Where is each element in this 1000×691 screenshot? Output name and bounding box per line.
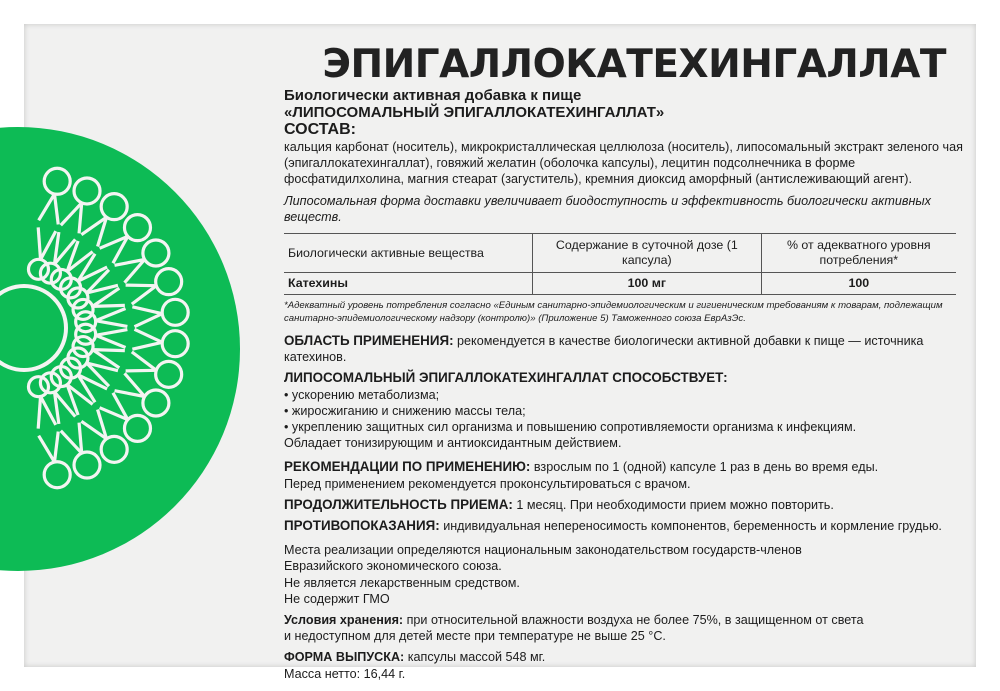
contraindications-label: ПРОТИВОПОКАЗАНИЯ: — [284, 518, 440, 534]
percent-cell: 100 — [761, 273, 956, 295]
net-weight: Масса нетто: 16,44 г. — [284, 666, 406, 681]
list-item: • ускорению метаболизма; — [284, 387, 964, 403]
contraindications-text: индивидуальная непереносимость компонентов, беременность и кормление грудью. — [443, 519, 942, 534]
contraindications-section — [284, 518, 964, 534]
table-header-row — [284, 234, 956, 273]
product-title: ЭПИГАЛЛОКАТЕХИНГАЛЛАТ — [322, 42, 946, 87]
form-text: капсулы массой 548 мг. — [407, 650, 546, 665]
benefits-list — [284, 387, 964, 436]
composition-text: кальция карбонат (носитель), микрокристаллическая целлюлоза (носитель), липосомальный экстракт зеленого чая (эпигаллокатехингаллат), говяжий желатин (оболочка капсулы), лецитин подсолнечника в форме фосфатидилхолина, магния стеарат (загуститель), кремния диоксид аморфный (антислеживающий агент). — [284, 140, 963, 187]
table-row — [284, 273, 956, 295]
package-panel — [24, 24, 976, 681]
list-item: • укреплению защитных сил организма и повышению сопротивляемости организма к инфекциям. — [284, 419, 964, 435]
composition-note: Липосомальная форма доставки увеличивает биодоступность и эффективность биологически активных веществ. — [284, 193, 931, 224]
storage-text: при относительной влажности воздуха не более 75%, в защищенном от света — [406, 613, 864, 628]
usage-label: РЕКОМЕНДАЦИИ ПО ПРИМЕНЕНИЮ: — [284, 459, 531, 475]
table-footnote: *Адекватный уровень потребления согласно «Единым санитарно-эпидемиологическим и гигиеническим требованиям к товарам, подлежащим санитарно-эпидемиологическому надзору (контролю)» (Приложение 5) Таможенного союза ЕврАзЭс. — [284, 300, 943, 325]
legal-line: Не содержит ГМО — [284, 591, 390, 606]
form-section — [284, 649, 964, 665]
dose-cell: 100 мг — [533, 273, 761, 295]
substance-cell: Катехины — [284, 273, 533, 295]
column-header: Содержание в суточной дозе (1 капсула) — [533, 234, 761, 273]
list-item: • жиросжиганию и снижению массы тела; — [284, 403, 964, 419]
column-header: Биологически активные вещества — [284, 234, 533, 273]
usage-line2: Перед применением рекомендуется проконсультироваться с врачом. — [284, 476, 691, 491]
usage-section — [284, 459, 964, 475]
legal-line: Евразийского экономического союза. — [284, 559, 502, 574]
scope-section — [284, 333, 964, 365]
duration-text: 1 месяц. При необходимости прием можно повторить. — [516, 497, 834, 512]
legal-line: Места реализации определяются национальным законодательством государств-членов — [284, 543, 802, 558]
supplement-type: Биологически активная добавка к пище — [284, 87, 582, 104]
benefits-heading: ЛИПОСОМАЛЬНЫЙ ЭПИГАЛЛОКАТЕХИНГАЛЛАТ СПОСОБСТВУЕТ: — [284, 370, 728, 386]
label-content — [284, 87, 964, 682]
product-name: «ЛИПОСОМАЛЬНЫЙ ЭПИГАЛЛОКАТЕХИНГАЛЛАТ» — [284, 104, 665, 121]
nutrient-table — [284, 233, 956, 295]
duration-label: ПРОДОЛЖИТЕЛЬНОСТЬ ПРИЕМА: — [284, 496, 513, 512]
benefits-extra: Обладает тонизирующим и антиоксидантным действием. — [284, 436, 622, 451]
scope-text: рекомендуется в качестве биологически активной добавки к пище — источника катехинов. — [284, 334, 924, 365]
form-label: ФОРМА ВЫПУСКА: — [284, 650, 405, 665]
legal-line: Не является лекарственным средством. — [284, 575, 520, 590]
scope-label: ОБЛАСТЬ ПРИМЕНЕНИЯ: — [284, 333, 454, 349]
composition-heading: СОСТАВ: — [284, 121, 356, 138]
liposome-graphic-icon — [24, 24, 284, 667]
column-header: % от адекватного уровня потребления* — [761, 234, 956, 273]
duration-section — [284, 497, 964, 513]
storage-line2: и недоступном для детей месте при температуре не выше 25 °C. — [284, 629, 666, 644]
storage-section — [284, 612, 964, 628]
storage-label: Условия хранения: — [284, 613, 404, 628]
usage-text: взрослым по 1 (одной) капсуле 1 раз в день во время еды. — [533, 460, 879, 475]
